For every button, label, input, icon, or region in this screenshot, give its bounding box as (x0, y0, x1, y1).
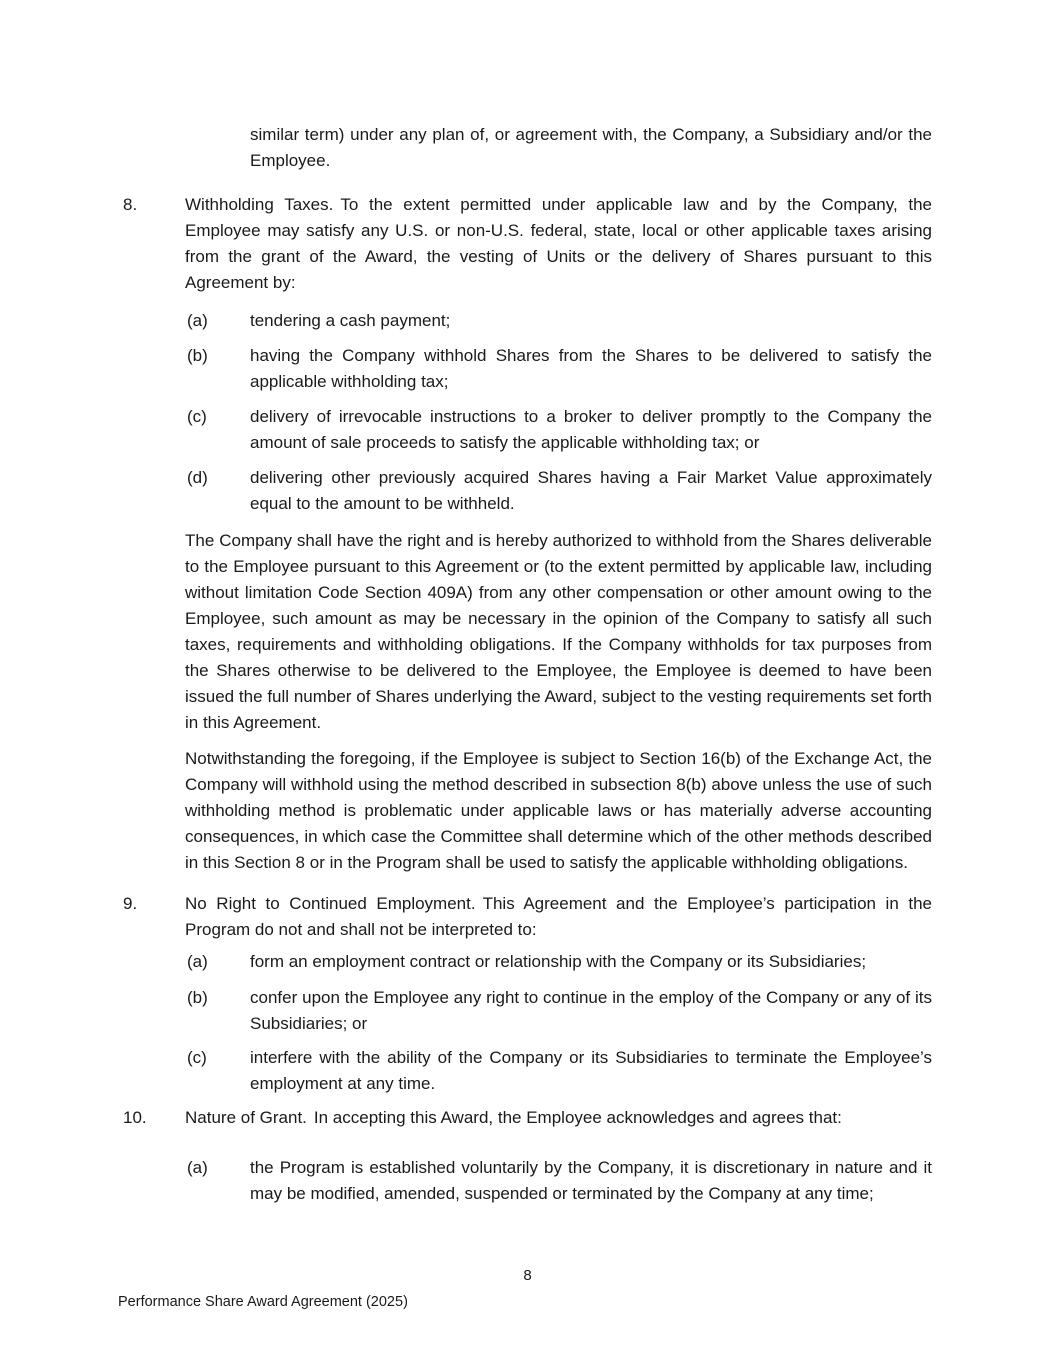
continuation-paragraph: similar term) under any plan of, or agreement with, the Company, a Subsidiary and/or the Employee. (250, 125, 932, 170)
item-text: confer upon the Employee any right to continue in the employ of the Company or any of its Subsidiaries; or (250, 988, 932, 1033)
section-10 (123, 1105, 932, 1131)
item-text: the Program is established voluntarily by the Company, it is discretionary in nature and it may be modified, amended, suspended or terminated by the Company at any time; (250, 1158, 932, 1203)
list-item (187, 985, 932, 1037)
body-paragraph: The Company shall have the right and is hereby authorized to withhold from the Shares deliverable to the Employee pursuant to this Agreement or (to the extent permitted by applicable law, including without limitation Code Section 409A) from any other compensation or other amount owing to the Employee, such amount as may be necessary in the opinion of the Company to satisfy all such taxes, requirements and withholding obligations. If the Company withholds for tax purposes from the Shares otherwise to be delivered to the Employee, the Employee is deemed to have been issued the full number of Shares underlying the Award, subject to the vesting requirements set forth in this Agreement. (185, 531, 932, 732)
list-item (187, 465, 932, 517)
item-label: (b) (187, 346, 208, 365)
item-label: (a) (187, 952, 208, 971)
item-text: interfere with the ability of the Company or its Subsidiaries to terminate the Employee’s employment at any time. (250, 1048, 932, 1093)
section-text (185, 1105, 932, 1131)
section-8 (123, 192, 932, 296)
section-heading: Nature of Grant. (185, 1108, 307, 1127)
item-label: (c) (187, 1048, 207, 1067)
list-item (187, 308, 932, 334)
list-item (187, 1155, 932, 1207)
page-number: 8 (523, 1267, 532, 1284)
item-text: delivering other previously acquired Shares having a Fair Market Value approximately equal to the amount to be withheld. (250, 468, 932, 513)
item-text: form an employment contract or relationship with the Company or its Subsidiaries; (250, 952, 867, 971)
section-text (185, 192, 932, 296)
item-label: (a) (187, 1158, 208, 1177)
body-paragraph: Notwithstanding the foregoing, if the Employee is subject to Section 16(b) of the Exchange Act, the Company will withhold using the method described in subsection 8(b) above unless the use of such withholding method is problematic under applicable laws or has materially adverse accounting consequences, in which case the Committee shall determine which of the other methods described in this Section 8 or in the Program shall be used to satisfy the applicable withholding obligations. (185, 749, 932, 872)
list-item (187, 1045, 932, 1097)
item-text: delivery of irrevocable instructions to a broker to deliver promptly to the Company the amount of sale proceeds to satisfy the applicable withholding tax; or (250, 407, 932, 452)
document-body (123, 122, 932, 1207)
footer-doc-title: Performance Share Award Agreement (2025) (118, 1294, 408, 1310)
list-item (187, 949, 932, 975)
section-heading: No Right to Continued Employment. (185, 894, 476, 913)
item-label: (c) (187, 407, 207, 426)
section-9 (123, 891, 932, 943)
section-text (185, 891, 932, 943)
section-number: 9. (123, 894, 138, 913)
section-number: 10. (123, 1108, 147, 1127)
item-text: tendering a cash payment; (250, 311, 451, 330)
section-intro: This Agreement and the Employee’s participation in the Program do not and shall not be interpreted to: (185, 894, 932, 939)
section-intro: In accepting this Award, the Employee acknowledges and agrees that: (313, 1108, 842, 1127)
list-item (187, 343, 932, 395)
item-text: having the Company withhold Shares from the Shares to be delivered to satisfy the applicable withholding tax; (250, 346, 932, 391)
item-label: (b) (187, 988, 208, 1007)
item-label: (d) (187, 468, 208, 487)
section-number: 8. (123, 195, 138, 214)
list-item (187, 404, 932, 456)
item-label: (a) (187, 311, 208, 330)
section-heading: Withholding Taxes. (185, 195, 334, 214)
section-intro: To the extent permitted under applicable law and by the Company, the Employee may satisfy any U.S. or non-U.S. federal, state, local or other applicable taxes arising from the grant of the Award, the vesting of Units or the delivery of Shares pursuant to this Agreement by: (185, 195, 933, 292)
